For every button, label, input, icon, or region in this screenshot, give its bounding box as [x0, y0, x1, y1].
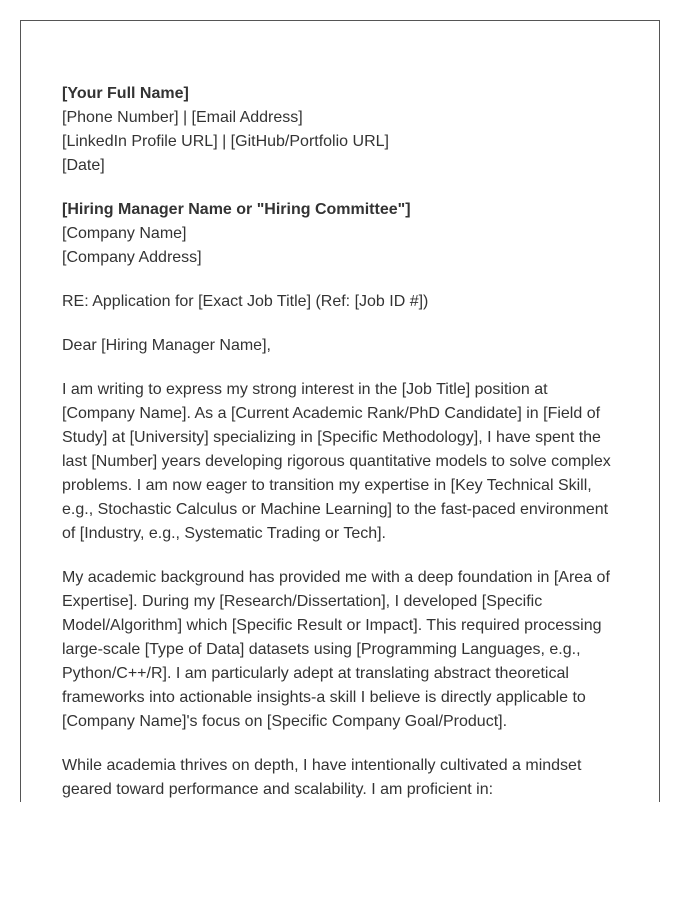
salutation: Dear [Hiring Manager Name],	[62, 337, 271, 354]
sender-links: [LinkedIn Profile URL] | [GitHub/Portfolio URL]	[62, 133, 389, 150]
body-paragraph-1: I am writing to express my strong interest in the [Job Title] position at [Company Name]. As a [Current Academic Rank/PhD Candidate] in [Field of Study] at [University] specializing in [Specific Methodology], I have spent the last [Number] years developing rigorous quantitative models to solve complex problems. I am now eager to transition my expertise in [Key Technical Skill, e.g., Stochastic Calculus or Machine Learning] to the fast-paced environment of [Industry, e.g., Systematic Trading or Tech].	[62, 381, 611, 542]
letter-date: [Date]	[62, 157, 105, 174]
body-paragraph-3: While academia thrives on depth, I have intentionally cultivated a mindset geared toward performance and scalability. I am proficient in:	[62, 757, 582, 798]
recipient-name: [Hiring Manager Name or "Hiring Committee"]	[62, 201, 411, 218]
subject-line: RE: Application for [Exact Job Title] (Ref: [Job ID #])	[62, 293, 429, 310]
recipient-block	[62, 198, 622, 270]
body-paragraph-2: My academic background has provided me with a deep foundation in [Area of Expertise]. During my [Research/Dissertation], I developed [Specific Model/Algorithm] which [Specific Result or Impact]. This required processing large-scale [Type of Data] datasets using [Programming Languages, e.g., Python/C++/R]. I am particularly adept at translating abstract theoretical frameworks into actionable insights-a skill I believe is directly applicable to [Company Name]'s focus on [Specific Company Goal/Product].	[62, 569, 610, 730]
sender-contact: [Phone Number] | [Email Address]	[62, 109, 303, 126]
recipient-company: [Company Name]	[62, 225, 187, 242]
sender-block	[62, 82, 622, 178]
sender-name: [Your Full Name]	[62, 85, 189, 102]
cover-letter	[62, 82, 622, 802]
recipient-address: [Company Address]	[62, 249, 202, 266]
document-page	[20, 20, 660, 802]
